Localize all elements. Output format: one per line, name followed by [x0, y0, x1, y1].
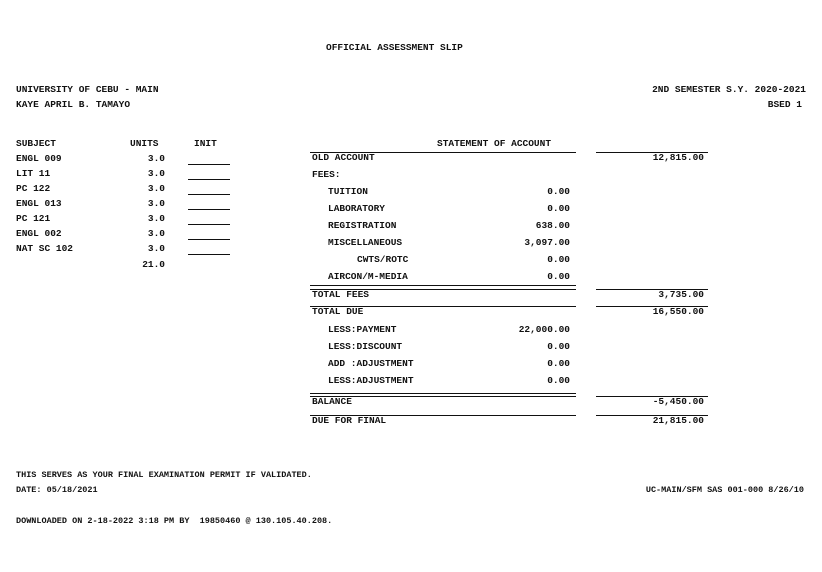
old-account-amount: 12,815.00 — [652, 152, 704, 163]
fees-heading-row — [0, 168, 822, 185]
adjustment-amount: 0.00 — [547, 358, 570, 369]
subject-code: ENGL 013 — [16, 198, 62, 209]
total-fees-row — [0, 288, 822, 305]
adjustment-row — [0, 323, 822, 340]
total-units: 21.0 — [142, 259, 165, 270]
subject-code: ENGL 002 — [16, 228, 62, 239]
subject-units: 3.0 — [147, 198, 165, 209]
adjustment-amount: 0.00 — [547, 375, 570, 386]
subject-code: ENGL 009 — [16, 153, 62, 164]
balance-row — [0, 395, 822, 412]
row-rule — [596, 152, 708, 153]
subject-units: 3.0 — [147, 228, 165, 239]
adjustment-label: LESS:DISCOUNT — [328, 341, 403, 352]
subject-code: PC 122 — [16, 183, 51, 194]
adjustment-row — [0, 340, 822, 357]
row-rule — [596, 306, 708, 307]
adjustment-amount: 0.00 — [547, 341, 570, 352]
course: BSED 1 — [767, 99, 802, 110]
adjustment-row — [0, 357, 822, 374]
fee-row — [0, 219, 822, 236]
adjustment-row — [0, 374, 822, 391]
form-code: UC-MAIN/SFM SAS 001-000 8/26/10 — [645, 485, 804, 495]
units-header: UNITS — [130, 138, 159, 149]
adjustment-label: LESS:ADJUSTMENT — [328, 375, 414, 386]
total-fees-label: TOTAL FEES — [312, 289, 370, 300]
balance-amount: -5,450.00 — [652, 396, 704, 407]
fee-amount: 0.00 — [547, 254, 570, 265]
row-rule — [310, 396, 576, 397]
total-due-row — [0, 305, 822, 322]
row-rule — [310, 393, 576, 394]
subject-units: 3.0 — [147, 168, 165, 179]
subject-units: 3.0 — [147, 243, 165, 254]
fee-amount: 3,097.00 — [524, 237, 570, 248]
fee-amount: 0.00 — [547, 203, 570, 214]
slip-date: DATE: 05/18/2021 — [16, 485, 98, 495]
fee-amount: 0.00 — [547, 186, 570, 197]
fee-label: CWTS/ROTC — [357, 254, 409, 265]
fees-label: FEES: — [312, 169, 341, 180]
row-rule — [310, 415, 576, 416]
subject-units: 3.0 — [147, 183, 165, 194]
due-for-final-row — [0, 414, 822, 431]
fee-amount: 0.00 — [547, 271, 570, 282]
fee-label: LABORATORY — [328, 203, 386, 214]
statement-title: STATEMENT OF ACCOUNT — [437, 138, 552, 149]
row-rule — [596, 396, 708, 397]
total-due-label: TOTAL DUE — [312, 306, 364, 317]
row-rule — [310, 289, 576, 290]
fee-row — [0, 253, 822, 270]
subject-units: 3.0 — [147, 153, 165, 164]
fee-row — [0, 236, 822, 253]
semester: 2ND SEMESTER S.Y. 2020-2021 — [652, 84, 806, 95]
total-fees-amount: 3,735.00 — [658, 289, 704, 300]
fee-label: AIRCON/M-MEDIA — [328, 271, 408, 282]
school-name: UNIVERSITY OF CEBU - MAIN — [16, 84, 159, 95]
subject-header: SUBJECT — [16, 138, 56, 149]
total-due-amount: 16,550.00 — [652, 306, 704, 317]
due-for-final-label: DUE FOR FINAL — [312, 415, 387, 426]
old-account-label: OLD ACCOUNT — [312, 152, 375, 163]
row-rule — [310, 285, 576, 286]
fee-row — [0, 202, 822, 219]
adjustment-amount: 22,000.00 — [518, 324, 570, 335]
subject-code: NAT SC 102 — [16, 243, 74, 254]
fee-amount: 638.00 — [535, 220, 570, 231]
fee-label: TUITION — [328, 186, 368, 197]
subject-code: LIT 11 — [16, 168, 51, 179]
permit-note: THIS SERVES AS YOUR FINAL EXAMINATION PERMIT IF VALIDATED. — [16, 470, 312, 480]
due-for-final-amount: 21,815.00 — [652, 415, 704, 426]
row-rule — [596, 289, 708, 290]
init-header: INIT — [194, 138, 217, 149]
fee-row — [0, 185, 822, 202]
old-account-row — [0, 151, 822, 168]
subject-code: PC 121 — [16, 213, 51, 224]
row-rule — [310, 152, 576, 153]
download-note: DOWNLOADED ON 2-18-2022 3:18 PM BY 19850460 @ 130.105.40.208. — [16, 516, 333, 526]
subject-units: 3.0 — [147, 213, 165, 224]
adjustment-label: ADD :ADJUSTMENT — [328, 358, 414, 369]
adjustment-label: LESS:PAYMENT — [328, 324, 397, 335]
row-rule — [310, 306, 576, 307]
fee-label: REGISTRATION — [328, 220, 397, 231]
slip-title: OFFICIAL ASSESSMENT SLIP — [326, 42, 463, 53]
fee-label: MISCELLANEOUS — [328, 237, 403, 248]
row-rule — [596, 415, 708, 416]
student-name: KAYE APRIL B. TAMAYO — [16, 99, 131, 110]
fee-row — [0, 270, 822, 287]
balance-label: BALANCE — [312, 396, 352, 407]
